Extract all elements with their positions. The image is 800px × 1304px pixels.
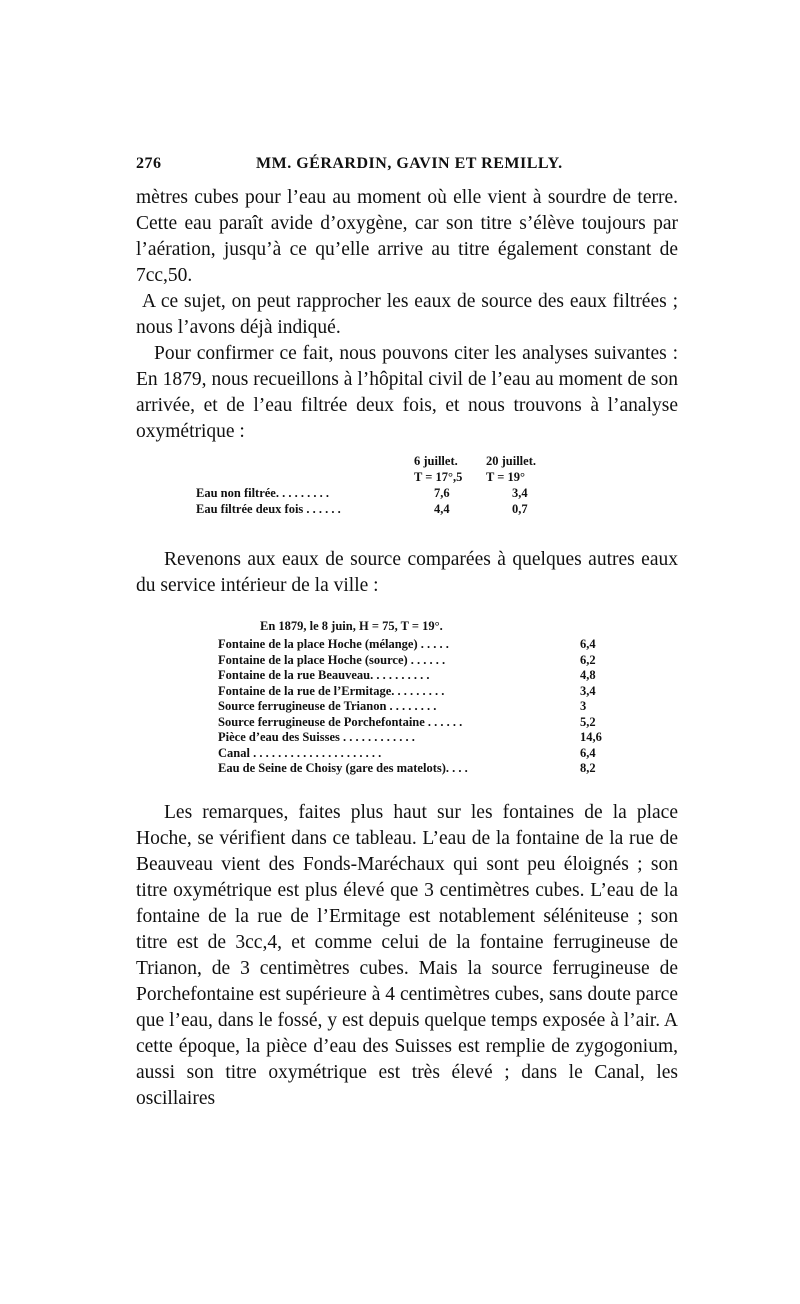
cell-value: 14,6: [580, 730, 602, 744]
cell-value: 7,6: [434, 486, 450, 500]
table-row: [196, 486, 576, 502]
row-label: Canal . . . . . . . . . . . . . . . . . . . . .: [218, 745, 382, 760]
cell-value: 3,4: [512, 486, 528, 500]
table-row: [218, 684, 618, 700]
table-row: [218, 730, 618, 746]
page-number: 276: [136, 155, 162, 172]
table-row: [218, 668, 618, 684]
cell-value: 3: [580, 699, 587, 713]
table-row: [218, 653, 618, 669]
column-temp-july-6: T = 17°,5: [414, 470, 463, 484]
paragraph-3: Pour confirmer ce fait, nous pouvons citer les analyses suivantes : En 1879, nous recueillons à l’hôpital civil de l’eau au moment de son arrivée, et de l’eau filtrée deux fois, et nous trouvons à l’analyse oxymétrique :: [136, 343, 678, 442]
cell-value: 6,4: [580, 637, 596, 651]
table-header-temperatures: [196, 470, 576, 486]
table-row: [218, 637, 618, 653]
table-row: [196, 502, 576, 518]
row-label: Pièce d’eau des Suisses . . . . . . . . . . . .: [218, 730, 415, 744]
paragraph-4: Revenons aux eaux de source comparées à quelques autres eaux du service intérieur de la ville :: [136, 549, 678, 596]
row-label: Eau filtrée deux fois . . . . . .: [196, 502, 341, 516]
cell-value: 4,4: [434, 502, 450, 516]
cell-value: 4,8: [580, 668, 596, 682]
paragraph-5: Les remarques, faites plus haut sur les fontaines de la place Hoche, se vérifient dans ce tableau. L’eau de la fontaine de la rue de Beauveau vient des Fonds-Maréchaux qui sont peu éloignés ; son titre oxymétrique est plus élevé que 3 centimètres cubes. L’eau de la fontaine de la rue de l’Ermitage est notablement séléniteuse ; son titre est de 3cc,4, et comme celui de la fontaine ferrugineuse de Trianon, de 3 centimètres cubes. Mais la source ferrugineuse de Porchefontaine est supérieure à 4 centimètres cubes, sans doute parce que l’eau, dans le fossé, y est depuis quelque temps exposée à l’air. A cette époque, la pièce d’eau des Suisses est remplie de zygogonium, aussi son titre oxymétrique est très élevé ; dans le Canal, les oscillaires: [136, 802, 678, 1109]
row-label: Fontaine de la rue de l’Ermitage. . . . . . . . .: [218, 683, 445, 698]
table-header-dates: [196, 454, 576, 470]
paragraph-1: mètres cubes pour l’eau au moment où elle vient à sourdre de terre. Cette eau paraît avide d’oxygène, car son titre s’élève toujours par l’aération, jusqu’à ce qu’elle arrive au titre également constant de 7cc,50.: [136, 187, 678, 286]
cell-value: 0,7: [512, 502, 528, 516]
town-waters-table: [218, 619, 618, 777]
cell-value: 3,4: [580, 683, 596, 698]
row-label: Eau de Seine de Choisy (gare des matelots). . . .: [218, 761, 468, 775]
running-head: [136, 155, 678, 179]
table-row: [218, 699, 618, 715]
oxymetric-table-1879: [196, 454, 576, 518]
table-heading: En 1879, le 8 juin, H = 75, T = 19°.: [260, 619, 443, 633]
row-label: Fontaine de la place Hoche (mélange) . . . . .: [218, 637, 449, 651]
table-row: [218, 761, 618, 777]
row-label: Fontaine de la place Hoche (source) . . . . . .: [218, 652, 446, 667]
row-label: Source ferrugineuse de Trianon . . . . . . . .: [218, 699, 437, 713]
column-temp-july-20: T = 19°: [486, 470, 525, 484]
cell-value: 6,4: [580, 745, 596, 760]
column-header-july-6: 6 juillet.: [414, 454, 458, 468]
cell-value: 6,2: [580, 652, 596, 667]
row-label: Eau non filtrée. . . . . . . . .: [196, 486, 329, 500]
running-title: MM. GÉRARDIN, GAVIN ET REMILLY.: [256, 155, 563, 172]
table-row: [218, 746, 618, 762]
row-label: Source ferrugineuse de Porchefontaine . . . . . .: [218, 714, 463, 729]
table-row: [218, 715, 618, 731]
cell-value: 8,2: [580, 761, 596, 775]
row-label: Fontaine de la rue Beauveau. . . . . . . . . .: [218, 668, 430, 682]
paragraph-2: A ce sujet, on peut rapprocher les eaux de source des eaux filtrées ; nous l’avons déjà indiqué.: [136, 291, 678, 338]
cell-value: 5,2: [580, 714, 596, 729]
column-header-july-20: 20 juillet.: [486, 454, 536, 468]
